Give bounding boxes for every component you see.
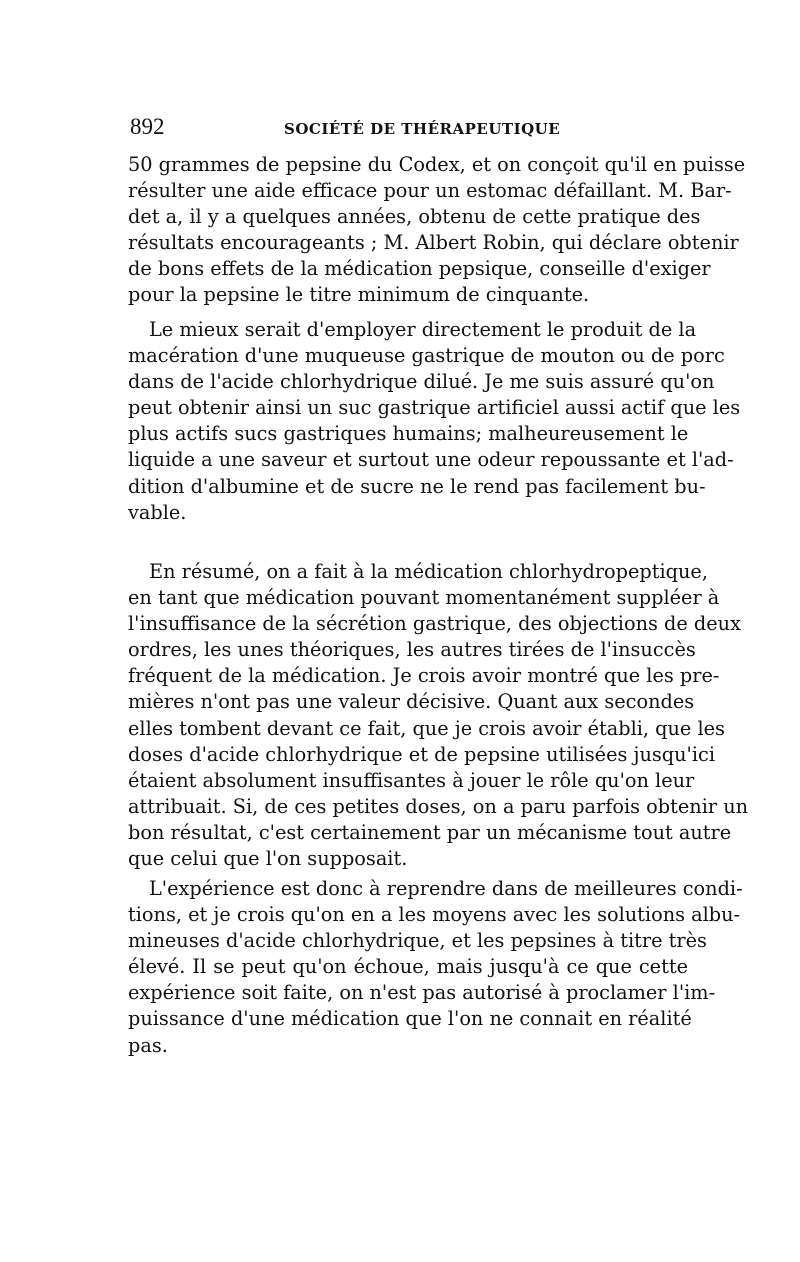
text-line: liquide a une saveur et surtout une odeur repoussante et l'ad- bbox=[128, 448, 734, 472]
text-line: macération d'une muqueuse gastrique de mouton ou de porc bbox=[128, 344, 725, 368]
text-line: de bons effets de la médication pepsique, conseille d'exiger bbox=[128, 257, 711, 281]
text-line: résultats encourageants ; M. Albert Robin, qui déclare obtenir bbox=[128, 231, 739, 255]
text-line: dition d'albumine et de sucre ne le rend pas facilement bu- bbox=[128, 474, 706, 498]
text-line: bon résultat, c'est certainement par un mécanisme tout autre bbox=[128, 820, 732, 844]
text-line: det a, il y a quelques années, obtenu de cette pratique des bbox=[128, 205, 701, 229]
text-line: résulter une aide efficace pour un estomac défaillant. M. Bar- bbox=[128, 179, 732, 203]
text-line: 50 grammes de pepsine du Codex, et on conçoit qu'il en puisse bbox=[128, 153, 746, 176]
page-number: 892 bbox=[130, 114, 165, 139]
text-line: l'insuffisance de la sécrétion gastrique, des objections de deux bbox=[128, 612, 741, 636]
text-line: Le mieux serait d'employer directement le produit de la bbox=[149, 318, 697, 341]
text-line: plus actifs sucs gastriques humains; malheureusement le bbox=[128, 422, 689, 446]
text-line: en tant que médication pouvant momentanément suppléer à bbox=[128, 586, 720, 610]
text-line: élevé. Il se peut qu'on échoue, mais jusqu'à ce que cette bbox=[128, 955, 688, 979]
text-line: étaient absolument insuffisantes à jouer le rôle qu'on leur bbox=[128, 768, 695, 792]
text-line: doses d'acide chlorhydrique et de pepsine utilisées jusqu'ici bbox=[128, 742, 715, 766]
paragraph-1 bbox=[128, 152, 746, 309]
paragraph-3 bbox=[128, 559, 749, 872]
text-line: mineuses d'acide chlorhydrique, et les pepsines à titre très bbox=[128, 929, 707, 953]
text-line: L'expérience est donc à reprendre dans de meilleures condi- bbox=[149, 877, 743, 900]
text-line: puissance d'une médication que l'on ne connait en réalité bbox=[128, 1007, 692, 1031]
text-line: fréquent de la médication. Je crois avoir montré que les pre- bbox=[128, 664, 720, 688]
text-line: mières n'ont pas une valeur décisive. Quant aux secondes bbox=[128, 690, 695, 714]
running-title: SOCIÉTÉ DE THÉRAPEUTIQUE bbox=[284, 120, 561, 138]
text-line: tions, et je crois qu'on en a les moyens avec les solutions albu- bbox=[128, 903, 741, 927]
text-line: peut obtenir ainsi un suc gastrique artificiel aussi actif que les bbox=[128, 396, 741, 420]
paragraph-4 bbox=[128, 876, 743, 1059]
text-line: dans de l'acide chlorhydrique dilué. Je me suis assuré qu'on bbox=[128, 370, 715, 394]
text-line: elles tombent devant ce fait, que je crois avoir établi, que les bbox=[128, 716, 725, 740]
text-line: que celui que l'on supposait. bbox=[128, 847, 408, 871]
text-line: pour la pepsine le titre minimum de cinquante. bbox=[128, 283, 590, 307]
text-line: En résumé, on a fait à la médication chlorhydropeptique, bbox=[149, 560, 708, 583]
text-line: expérience soit faite, on n'est pas autorisé à proclamer l'im- bbox=[128, 981, 716, 1005]
text-line: pas. bbox=[128, 1033, 168, 1057]
text-line: ordres, les unes théoriques, les autres tirées de l'insuccès bbox=[128, 638, 696, 662]
text-line: vable. bbox=[128, 500, 187, 524]
text-line: attribuait. Si, de ces petites doses, on a paru parfois obtenir un bbox=[128, 794, 749, 818]
paragraph-2 bbox=[128, 317, 741, 526]
